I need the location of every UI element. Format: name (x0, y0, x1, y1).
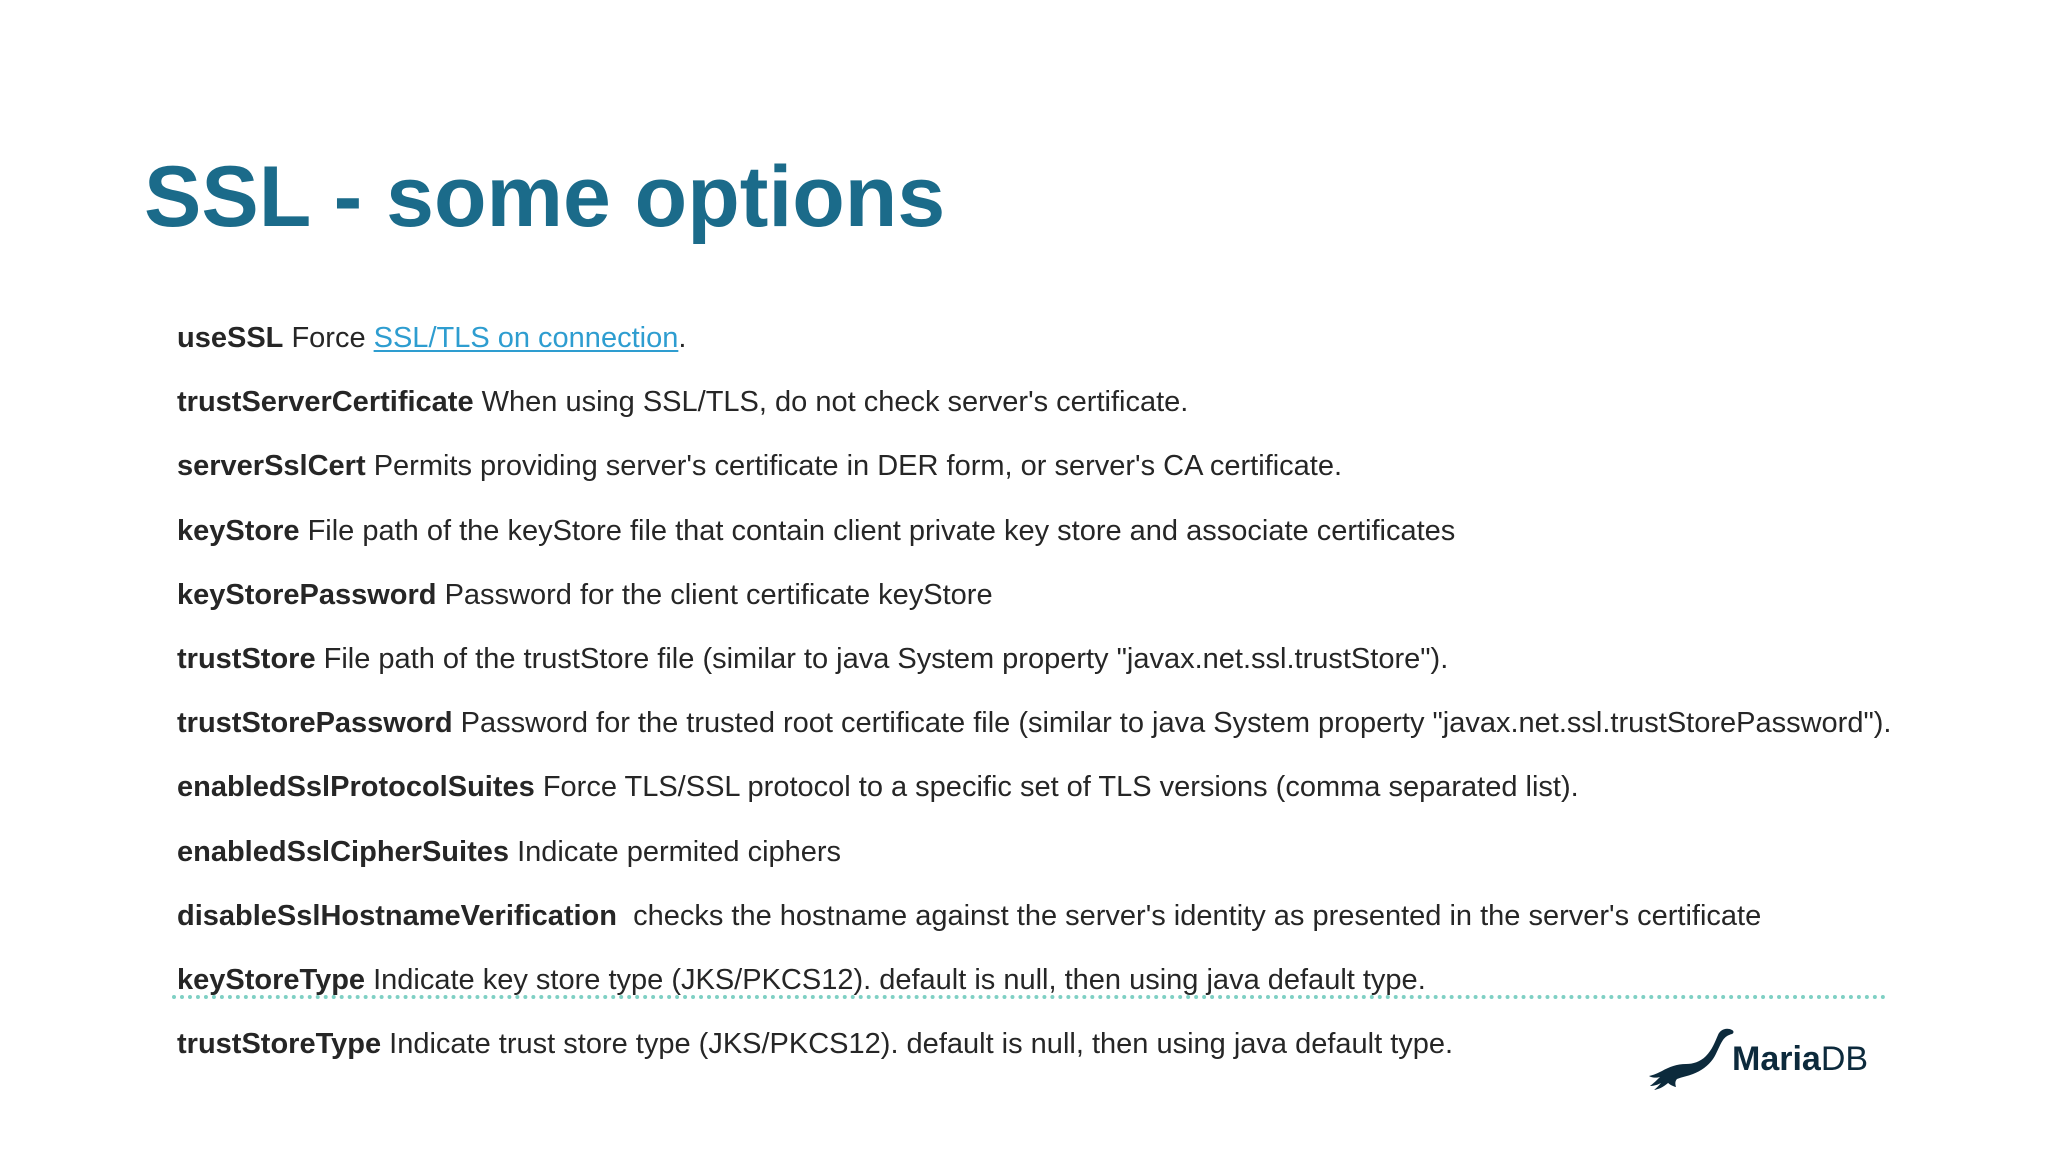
option-description: Password for the client certificate keyStore (444, 578, 993, 611)
option-item (177, 767, 2037, 831)
logo-text-maria: Maria (1732, 1039, 1821, 1078)
mariadb-logo (1646, 1026, 1891, 1092)
option-name: keyStore (177, 514, 300, 547)
sea-lion-icon (1646, 1026, 1736, 1092)
option-description: Permits providing server's certificate in DER form, or server's CA certificate. (373, 450, 1343, 483)
option-item (177, 639, 2037, 703)
ssl-tls-link[interactable]: SSL/TLS on connection (373, 322, 679, 354)
option-description: Password for the trusted root certificate file (similar to java System property "javax.net.ssl.trustStorePassword"). (460, 707, 1892, 740)
option-description: Indicate permited ciphers (517, 835, 842, 868)
option-description: Indicate key store type (JKS/PKCS12). default is null, then using java default type. (373, 963, 1426, 996)
option-name: trustStore (177, 642, 316, 675)
option-description: File path of the trustStore file (similar to java System property "javax.net.ssl.trustStore"). (323, 642, 1449, 675)
option-description-suffix: . (678, 322, 687, 354)
option-description: Force TLS/SSL protocol to a specific set of TLS versions (comma separated list). (542, 771, 1579, 804)
option-item (177, 703, 2037, 767)
option-name: serverSslCert (177, 450, 366, 483)
option-description (291, 322, 686, 354)
option-description: checks the hostname against the server's identity as presented in the server's certificate (625, 899, 1762, 932)
option-item (177, 575, 2037, 639)
option-item (177, 382, 2037, 446)
option-description: File path of the keyStore file that contain client private key store and associate certificates (307, 514, 1456, 547)
option-item (177, 896, 2037, 960)
option-item (177, 832, 2037, 896)
option-description: When using SSL/TLS, do not check server's certificate. (481, 386, 1189, 419)
option-name: keyStoreType (177, 963, 366, 996)
option-name: keyStorePassword (177, 578, 437, 611)
option-name: trustServerCertificate (177, 386, 474, 419)
option-item (177, 446, 2037, 510)
dotted-divider (172, 995, 1887, 999)
option-description-prefix: Force (291, 322, 374, 354)
option-name: useSSL (177, 322, 284, 354)
option-name: trustStorePassword (177, 707, 453, 740)
options-list (177, 318, 2037, 1088)
option-name: enabledSslProtocolSuites (177, 771, 535, 804)
option-item (177, 511, 2037, 575)
slide-title: SSL - some options (144, 149, 946, 245)
logo-text-db: DB (1820, 1039, 1869, 1078)
option-name: enabledSslCipherSuites (177, 835, 509, 868)
option-name: disableSslHostnameVerification (177, 899, 617, 932)
option-description: Indicate trust store type (JKS/PKCS12). default is null, then using java default type. (389, 1028, 1454, 1061)
option-name: trustStoreType (177, 1028, 382, 1061)
option-item (177, 318, 2037, 382)
logo-text (1732, 1040, 1868, 1079)
option-item (177, 960, 2037, 1024)
